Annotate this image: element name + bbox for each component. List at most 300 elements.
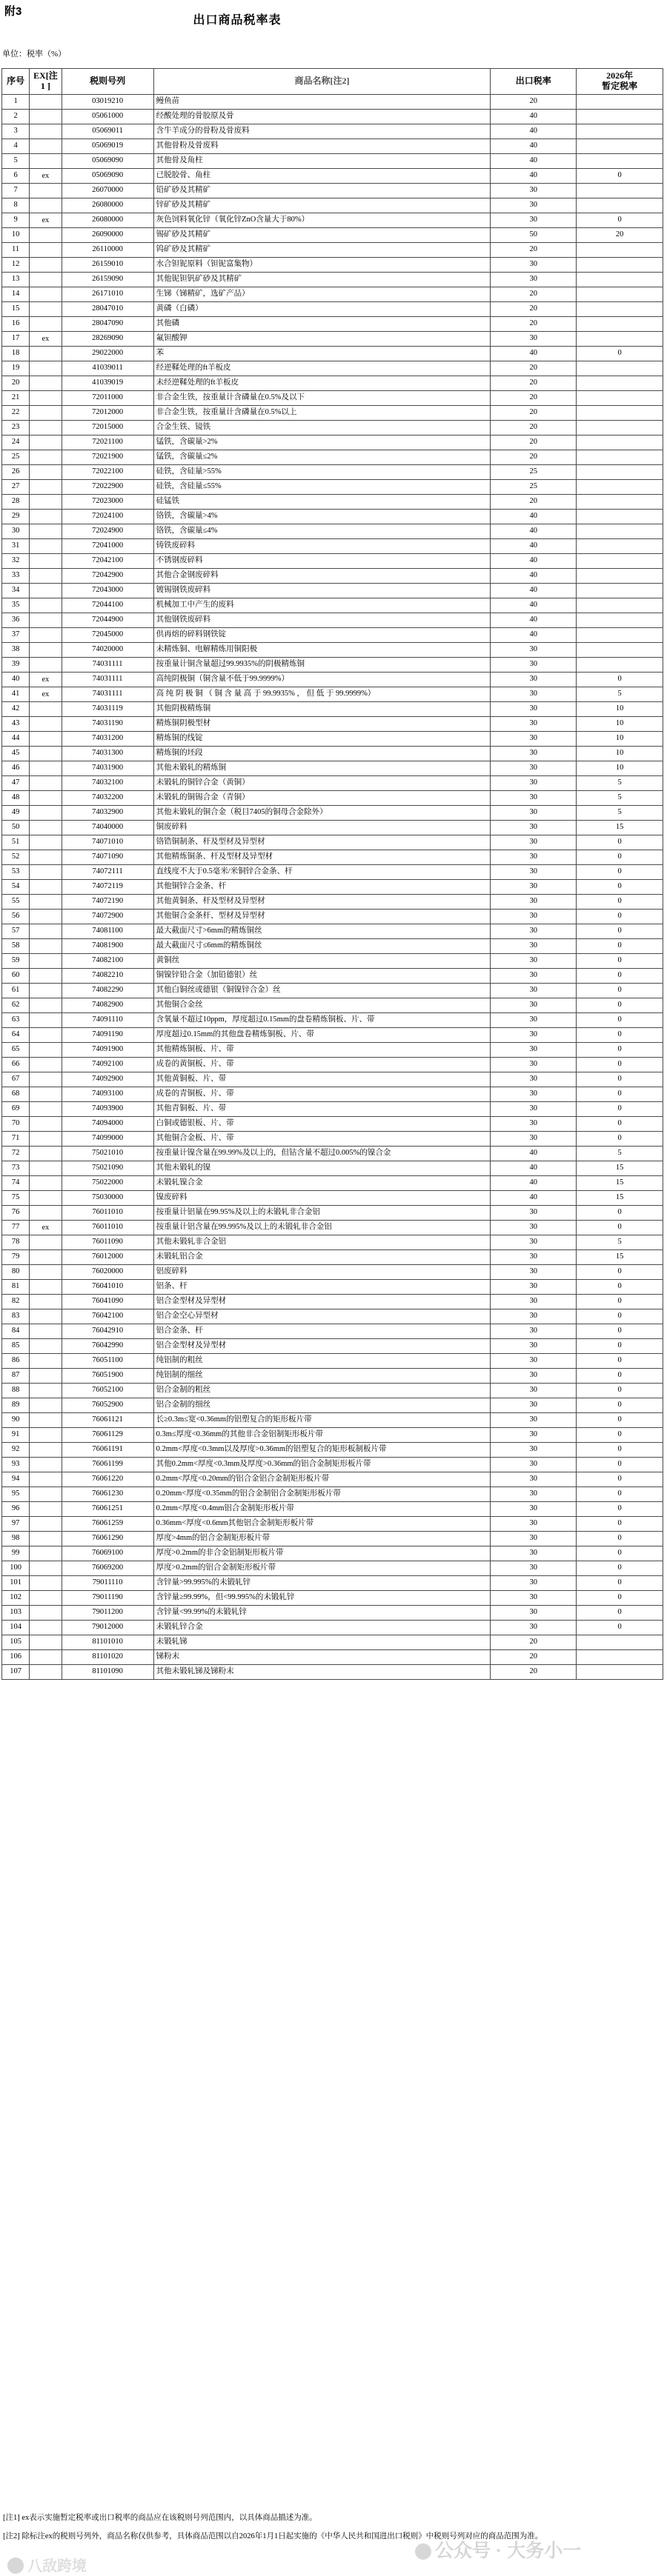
cell-serial-no: 8 [2,198,30,213]
cell-commodity-name: 高纯阴极铜（铜含量不低于99.9999%） [153,673,491,687]
cell-ex-flag [30,1384,62,1398]
cell-provisional-rate [577,124,663,139]
cell-export-rate: 30 [491,1339,577,1354]
cell-commodity-name: 按重量计铝含量在99.995%及以上的未锻轧非合金铝 [153,1221,491,1235]
cell-tariff-code: 76042910 [62,1324,153,1339]
cell-serial-no: 20 [2,376,30,391]
cell-tariff-code: 72011000 [62,391,153,406]
cell-commodity-name: 锰铁，含碳量>2% [153,436,491,450]
cell-serial-no: 87 [2,1369,30,1384]
cell-commodity-name: 0.2mm<厚度<0.3mm以及厚度>0.36mm的铝塑复合的矩形板制板片带 [153,1443,491,1458]
cell-commodity-name: 铝合金空心异型材 [153,1309,491,1324]
table-row [2,924,663,939]
table-row [2,376,663,391]
table-row [2,1650,663,1665]
cell-commodity-name: 0.36mm<厚度<0.6mm其他铝合金制矩形板片带 [153,1517,491,1532]
cell-provisional-rate: 0 [577,1087,663,1102]
cell-commodity-name: 铝条、杆 [153,1280,491,1295]
cell-export-rate: 20 [491,436,577,450]
cell-tariff-code: 72022100 [62,465,153,480]
cell-provisional-rate [577,154,663,169]
cell-serial-no: 66 [2,1058,30,1072]
cell-provisional-rate: 0 [577,347,663,361]
cell-provisional-rate: 0 [577,895,663,910]
cell-commodity-name: 黄铜丝 [153,954,491,969]
cell-provisional-rate [577,110,663,124]
cell-serial-no: 98 [2,1532,30,1546]
cell-commodity-name: 其他黄铜条、杆及型材及异型材 [153,895,491,910]
cell-provisional-rate: 0 [577,1591,663,1606]
table-row [2,110,663,124]
cell-commodity-name: 其他未锻轧的精炼铜 [153,761,491,776]
cell-ex-flag [30,1206,62,1221]
cell-ex-flag [30,1161,62,1176]
cell-provisional-rate: 0 [577,924,663,939]
cell-commodity-name: 铜镍锌铅合金（加铅德银）丝 [153,969,491,984]
cell-export-rate: 30 [491,1384,577,1398]
cell-serial-no: 36 [2,613,30,628]
table-row [2,569,663,584]
cell-provisional-rate: 5 [577,687,663,702]
cell-export-rate: 30 [491,1472,577,1487]
cell-commodity-name: 未精炼铜、电解精炼用铜阳极 [153,643,491,658]
cell-ex-flag [30,347,62,361]
table-row [2,139,663,154]
cell-ex-flag [30,124,62,139]
cell-tariff-code: 74092900 [62,1072,153,1087]
cell-commodity-name: 其他骨及角柱 [153,154,491,169]
cell-provisional-rate: 0 [577,998,663,1013]
cell-ex-flag [30,924,62,939]
cell-provisional-rate [577,421,663,436]
cell-provisional-rate [577,628,663,643]
cell-commodity-name: 铬锆铜制条、杆及型材及异型材 [153,835,491,850]
cell-ex-flag [30,1517,62,1532]
cell-provisional-rate [577,480,663,495]
cell-commodity-name: 未锻轧的铜锌合金（黄铜） [153,776,491,791]
cell-ex-flag [30,391,62,406]
cell-export-rate: 20 [491,391,577,406]
cell-commodity-name: 生锑（锑精矿，选矿产品） [153,287,491,302]
table-row [2,302,663,317]
cell-export-rate: 20 [491,317,577,332]
cell-export-rate: 30 [491,1458,577,1472]
cell-ex-flag [30,406,62,421]
table-row [2,169,663,184]
cell-serial-no: 56 [2,910,30,924]
cell-commodity-name: 其他精炼铜条、杆及型材及异型材 [153,850,491,865]
cell-tariff-code: 74071010 [62,835,153,850]
cell-provisional-rate [577,584,663,598]
cell-serial-no: 91 [2,1428,30,1443]
cell-tariff-code: 75030000 [62,1191,153,1206]
cell-commodity-name: 钨矿砂及其精矿 [153,243,491,258]
cell-ex-flag [30,1502,62,1517]
cell-provisional-rate [577,273,663,287]
cell-tariff-code: 76061290 [62,1532,153,1546]
cell-commodity-name: 锑粉末 [153,1650,491,1665]
cell-serial-no: 49 [2,806,30,821]
cell-commodity-name: 硅锰铁 [153,495,491,510]
cell-provisional-rate: 0 [577,1472,663,1487]
cell-commodity-name: 铸铁废碎料 [153,539,491,554]
cell-provisional-rate: 10 [577,761,663,776]
cell-provisional-rate: 0 [577,1532,663,1546]
cell-commodity-name: 含锌量<99.99%的未锻轧锌 [153,1606,491,1621]
cell-tariff-code: 72044900 [62,613,153,628]
cell-commodity-name: 其他未锻轧的铜合金（税目7405的铜母合金除外） [153,806,491,821]
cell-tariff-code: 81101010 [62,1635,153,1650]
table-row [2,1132,663,1147]
cell-ex-flag [30,1621,62,1635]
cell-serial-no: 83 [2,1309,30,1324]
cell-serial-no: 52 [2,850,30,865]
cell-provisional-rate [577,598,663,613]
cell-tariff-code: 76061121 [62,1413,153,1428]
cell-serial-no: 107 [2,1665,30,1680]
cell-serial-no: 92 [2,1443,30,1458]
cell-serial-no: 67 [2,1072,30,1087]
cell-tariff-code: 28047010 [62,302,153,317]
cell-commodity-name: 未锻轧的铜锡合金（青铜） [153,791,491,806]
cell-serial-no: 18 [2,347,30,361]
table-row [2,1339,663,1354]
cell-provisional-rate: 0 [577,1058,663,1072]
cell-tariff-code: 05069090 [62,154,153,169]
cell-export-rate: 40 [491,139,577,154]
cell-tariff-code: 74094000 [62,1117,153,1132]
cell-serial-no: 16 [2,317,30,332]
cell-provisional-rate [577,184,663,198]
cell-provisional-rate [577,569,663,584]
cell-serial-no: 26 [2,465,30,480]
cell-ex-flag [30,436,62,450]
cell-provisional-rate [577,302,663,317]
table-row [2,673,663,687]
cell-export-rate: 30 [491,880,577,895]
cell-commodity-name: 非合金生铁，按重量计含磷量在0.5%及以下 [153,391,491,406]
cell-export-rate: 30 [491,1502,577,1517]
cell-export-rate: 30 [491,1028,577,1043]
table-row [2,658,663,673]
cell-export-rate: 30 [491,332,577,347]
table-row [2,687,663,702]
cell-commodity-name: 0.20mm<厚度<0.35mm的铝合金制铝合金制矩形板片带 [153,1487,491,1502]
cell-export-rate: 20 [491,1650,577,1665]
cell-tariff-code: 03019210 [62,95,153,110]
cell-ex-flag [30,865,62,880]
cell-commodity-name: 按重量计铝量在99.95%及以上的未锻轧非合金铝 [153,1206,491,1221]
cell-ex-flag [30,184,62,198]
cell-ex-flag [30,806,62,821]
cell-ex-flag [30,1176,62,1191]
cell-serial-no: 33 [2,569,30,584]
cell-ex-flag [30,495,62,510]
cell-tariff-code: 74091190 [62,1028,153,1043]
cell-export-rate: 50 [491,228,577,243]
cell-export-rate: 30 [491,1606,577,1621]
table-row [2,480,663,495]
table-row [2,984,663,998]
cell-commodity-name: 按重量计铜含量超过99.9935%的阴极精炼铜 [153,658,491,673]
cell-provisional-rate [577,406,663,421]
cell-ex-flag [30,1576,62,1591]
cell-provisional-rate: 0 [577,835,663,850]
cell-commodity-name: 其他白铜丝或德银（铜镍锌合金）丝 [153,984,491,998]
cell-provisional-rate [577,198,663,213]
cell-provisional-rate: 0 [577,1102,663,1117]
cell-tariff-code: 76052900 [62,1398,153,1413]
cell-tariff-code: 74031900 [62,761,153,776]
table-row [2,539,663,554]
cell-commodity-name: 其他0.2mm<厚度<0.3mm及厚度>0.36mm的铝合金制矩形板片带 [153,1458,491,1472]
cell-serial-no: 7 [2,184,30,198]
cell-export-rate: 40 [491,154,577,169]
table-row [2,317,663,332]
cell-provisional-rate: 0 [577,1043,663,1058]
cell-ex-flag: ex [30,687,62,702]
cell-provisional-rate: 5 [577,791,663,806]
cell-provisional-rate: 0 [577,1013,663,1028]
cell-ex-flag [30,450,62,465]
cell-commodity-name: 水合钽铌原料（钽铌富集物） [153,258,491,273]
unit-note: 单位：税率（%） [2,50,67,59]
table-row [2,228,663,243]
cell-tariff-code: 74031190 [62,717,153,732]
cell-serial-no: 19 [2,361,30,376]
cell-serial-no: 81 [2,1280,30,1295]
table-row [2,1250,663,1265]
table-row [2,391,663,406]
cell-provisional-rate: 5 [577,1235,663,1250]
table-row [2,436,663,450]
cell-tariff-code: 75021010 [62,1147,153,1161]
table-row [2,1591,663,1606]
cell-tariff-code: 26080000 [62,213,153,228]
cell-export-rate: 30 [491,984,577,998]
cell-export-rate: 30 [491,643,577,658]
cell-commodity-name: 其他铜合金丝 [153,998,491,1013]
cell-provisional-rate [577,450,663,465]
cell-serial-no: 2 [2,110,30,124]
cell-serial-no: 99 [2,1546,30,1561]
cell-ex-flag [30,1028,62,1043]
cell-provisional-rate: 0 [577,1354,663,1369]
cell-tariff-code: 74032200 [62,791,153,806]
cell-ex-flag [30,1132,62,1147]
cell-provisional-rate: 0 [577,954,663,969]
cell-serial-no: 31 [2,539,30,554]
table-row [2,95,663,110]
cell-export-rate: 20 [491,243,577,258]
cell-serial-no: 17 [2,332,30,347]
cell-export-rate: 30 [491,806,577,821]
cell-export-rate: 30 [491,969,577,984]
cell-provisional-rate: 0 [577,1384,663,1398]
cell-ex-flag [30,1650,62,1665]
cell-serial-no: 25 [2,450,30,465]
cell-ex-flag [30,539,62,554]
cell-provisional-rate: 0 [577,1369,663,1384]
cell-serial-no: 105 [2,1635,30,1650]
cell-ex-flag [30,510,62,524]
cell-commodity-name: 直线度不大于0.5毫米/米铜锌合金条、杆 [153,865,491,880]
cell-tariff-code: 28269090 [62,332,153,347]
cell-tariff-code: 74032100 [62,776,153,791]
cell-ex-flag: ex [30,169,62,184]
cell-commodity-name: 氟钽酸钾 [153,332,491,347]
table-row [2,791,663,806]
cell-provisional-rate [577,361,663,376]
cell-serial-no: 94 [2,1472,30,1487]
cell-commodity-name: 最大截面尺寸>6mm的精炼铜丝 [153,924,491,939]
cell-commodity-name: 纯铝制的细丝 [153,1369,491,1384]
attachment-label: 附3 [4,5,22,18]
table-row [2,717,663,732]
cell-tariff-code: 81101020 [62,1650,153,1665]
cell-export-rate: 30 [491,776,577,791]
cell-provisional-rate [577,465,663,480]
table-row [2,258,663,273]
cell-export-rate: 30 [491,1546,577,1561]
cell-export-rate: 30 [491,850,577,865]
cell-serial-no: 37 [2,628,30,643]
table-row [2,747,663,761]
cell-commodity-name: 白铜或德银板、片、带 [153,1117,491,1132]
cell-ex-flag [30,524,62,539]
cell-tariff-code: 76041090 [62,1295,153,1309]
cell-commodity-name: 机械加工中产生的废料 [153,598,491,613]
cell-ex-flag [30,998,62,1013]
cell-tariff-code: 74082900 [62,998,153,1013]
cell-export-rate: 30 [491,998,577,1013]
cell-provisional-rate: 0 [577,1487,663,1502]
cell-commodity-name: 未经逆鞣处理的ft羊板皮 [153,376,491,391]
table-row [2,1280,663,1295]
cell-ex-flag [30,1250,62,1265]
cell-tariff-code: 05069090 [62,169,153,184]
cell-commodity-name: 合金生铁、镜铁 [153,421,491,436]
cell-ex-flag [30,835,62,850]
table-row [2,1102,663,1117]
cell-provisional-rate [577,317,663,332]
cell-serial-no: 30 [2,524,30,539]
cell-provisional-rate [577,554,663,569]
cell-commodity-name: 供再熔的碎料钢铁锭 [153,628,491,643]
cell-tariff-code: 76011010 [62,1206,153,1221]
cell-commodity-name: 已脱胶骨、角柱 [153,169,491,184]
cell-provisional-rate: 5 [577,806,663,821]
cell-serial-no: 21 [2,391,30,406]
cell-export-rate: 30 [491,1295,577,1309]
header-export-rate: 出口税率 [491,69,577,95]
cell-export-rate: 40 [491,1147,577,1161]
cell-commodity-name: 厚度>4mm的铝合金制矩形板片带 [153,1532,491,1546]
cell-serial-no: 10 [2,228,30,243]
cell-serial-no: 61 [2,984,30,998]
table-row [2,1265,663,1280]
cell-export-rate: 40 [491,510,577,524]
cell-serial-no: 55 [2,895,30,910]
cell-ex-flag [30,317,62,332]
cell-export-rate: 30 [491,258,577,273]
table-row [2,1072,663,1087]
cell-ex-flag [30,95,62,110]
cell-export-rate: 40 [491,628,577,643]
cell-serial-no: 77 [2,1221,30,1235]
table-row [2,1221,663,1235]
cell-serial-no: 74 [2,1176,30,1191]
cell-provisional-rate: 0 [577,1295,663,1309]
table-row [2,761,663,776]
cell-ex-flag [30,1413,62,1428]
cell-provisional-rate [577,287,663,302]
cell-export-rate: 30 [491,1398,577,1413]
cell-export-rate: 20 [491,450,577,465]
cell-export-rate: 30 [491,1117,577,1132]
table-row [2,850,663,865]
cell-provisional-rate: 10 [577,747,663,761]
cell-commodity-name: 其他黄铜板、片、带 [153,1072,491,1087]
cell-ex-flag [30,1369,62,1384]
cell-serial-no: 76 [2,1206,30,1221]
cell-tariff-code: 41039011 [62,361,153,376]
cell-serial-no: 32 [2,554,30,569]
cell-serial-no: 86 [2,1354,30,1369]
cell-serial-no: 100 [2,1561,30,1576]
cell-tariff-code: 74020000 [62,643,153,658]
table-row [2,954,663,969]
cell-serial-no: 90 [2,1413,30,1428]
table-row [2,1487,663,1502]
cell-commodity-name: 其他未锻轧的镍 [153,1161,491,1176]
cell-serial-no: 68 [2,1087,30,1102]
cell-export-rate: 30 [491,273,577,287]
cell-commodity-name: 硅铁，含硅量>55% [153,465,491,480]
cell-commodity-name: 成卷的黄铜板、片、带 [153,1058,491,1072]
cell-commodity-name: 0.2mm<厚度<0.4mm铝合金制矩形板片带 [153,1502,491,1517]
cell-serial-no: 1 [2,95,30,110]
cell-serial-no: 6 [2,169,30,184]
cell-provisional-rate: 0 [577,939,663,954]
cell-export-rate: 20 [491,361,577,376]
cell-provisional-rate: 0 [577,1132,663,1147]
watermark-right-text: 公众号 · 大务小一 [435,2540,582,2561]
cell-serial-no: 93 [2,1458,30,1472]
cell-ex-flag: ex [30,332,62,347]
table-row [2,1369,663,1384]
cell-ex-flag [30,776,62,791]
cell-export-rate: 40 [491,124,577,139]
cell-serial-no: 54 [2,880,30,895]
cell-ex-flag [30,569,62,584]
cell-tariff-code: 79011200 [62,1606,153,1621]
cell-tariff-code: 76069200 [62,1561,153,1576]
cell-tariff-code: 76061191 [62,1443,153,1458]
cell-export-rate: 30 [491,1206,577,1221]
cell-export-rate: 30 [491,702,577,717]
cell-provisional-rate: 5 [577,776,663,791]
cell-provisional-rate: 0 [577,1221,663,1235]
cell-commodity-name: 硅铁，含硅量≤55% [153,480,491,495]
cell-export-rate: 30 [491,687,577,702]
table-row [2,1176,663,1191]
cell-tariff-code: 76012000 [62,1250,153,1265]
cell-export-rate: 40 [491,169,577,184]
cell-tariff-code: 72042100 [62,554,153,569]
cell-tariff-code: 75022000 [62,1176,153,1191]
cell-tariff-code: 76051100 [62,1354,153,1369]
